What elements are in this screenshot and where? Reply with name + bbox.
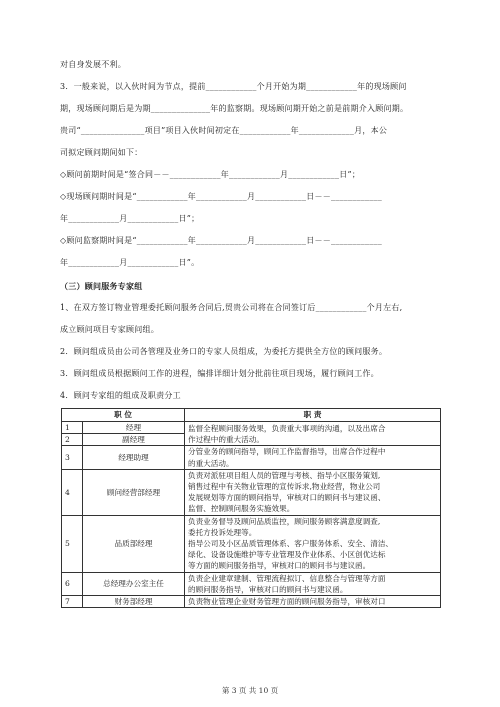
page-footer: 第 3 页 共 10 页 bbox=[221, 686, 279, 695]
text-line-16: 4．顾问专家组的组成及职责分工 bbox=[60, 391, 181, 400]
duty-line: 委托方投诉处理等。 bbox=[188, 527, 257, 537]
text-line-1: 对自身发展不利。 bbox=[60, 60, 126, 69]
text-line-14: 2．顾问组成员由公司各管理及业务口的专家人员组成，为委托方提供全方位的顾问服务。 bbox=[60, 347, 388, 356]
row-position: 经理助理 bbox=[83, 446, 185, 469]
text-line-2: 3．一般来说，以入伙时间为节点，提前____________个月开始为期____________年的现场顾问 bbox=[60, 82, 407, 91]
header-duties: 职 责 bbox=[185, 409, 441, 422]
row-number: 2 bbox=[62, 434, 83, 446]
duty-line: 的重大活动。 bbox=[188, 458, 234, 468]
row-position: 经理 bbox=[83, 422, 185, 434]
text-line-10: 年____________月____________日”。 bbox=[60, 258, 200, 267]
row-duties bbox=[185, 572, 441, 595]
text-line-7: ◇现场顾问期时间是“____________年____________月____________日－－____________ bbox=[60, 192, 382, 201]
duty-line: 负责业务督导及顾问品质监控，顾问服务顾客满意度调查, bbox=[188, 516, 381, 526]
row-position: 顾问经营部经理 bbox=[83, 469, 185, 515]
text-line-6: ◇顾问前期时间是“签合同－－____________年____________月____________日”； bbox=[60, 170, 361, 179]
row-number: 3 bbox=[62, 446, 83, 469]
table-row bbox=[62, 572, 441, 595]
row-duties bbox=[185, 469, 441, 515]
duty-line: 销售过程中有关物业管理的宣传诉求,物业经营，物业公司 bbox=[188, 482, 381, 492]
row-duties bbox=[185, 446, 441, 469]
row-duties bbox=[185, 422, 441, 446]
row-number: 6 bbox=[62, 572, 83, 595]
text-line-4: 贵司“_______________项目”项目入伙时间初定在____________年_____________月，本公 bbox=[60, 126, 388, 135]
duty-line: 负责物业管理企业财务管理方面的顾问服务指导，审核对口 bbox=[188, 597, 386, 607]
row-position: 副经理 bbox=[83, 434, 185, 446]
section-heading: （三）顾问服务专家组 bbox=[60, 281, 143, 291]
row-number: 7 bbox=[62, 596, 83, 608]
duty-line: 指导公司及小区品质管理体系、客户服务体系、安全、清洁、 bbox=[188, 539, 394, 549]
table-row bbox=[62, 515, 441, 572]
row-position: 品质部经理 bbox=[83, 515, 185, 572]
duty-line: 的顾问服务指导，审核对口的顾问书与建议函。 bbox=[188, 584, 348, 594]
duty-line: 监督全程顾问服务效果，负责重大事项的沟通，以及出席合 bbox=[188, 423, 386, 433]
table-row bbox=[62, 469, 441, 515]
header-position: 职 位 bbox=[62, 409, 185, 422]
text-line-9: ◇顾问监察期时间是“____________年____________月____________日－－____________ bbox=[60, 236, 382, 245]
row-position: 财务部经理 bbox=[83, 596, 185, 608]
duty-line: 负责对派驻项目组人员的管理与考核、指导小区服务策划, bbox=[188, 470, 381, 480]
table-row bbox=[62, 596, 441, 608]
duty-line: 监督、控制顾问服务实施效果。 bbox=[188, 504, 295, 514]
expert-group-table bbox=[61, 408, 441, 608]
text-line-12: 1、在双方签订物业管理委托顾问服务合同后,贸贵公司将在合同签订后____________个月左右, bbox=[60, 303, 403, 312]
text-line-15: 3．顾问组成员根据顾问工作的进程，编排详细计划分批前往项目现场，履行顾问工作。 bbox=[60, 369, 379, 378]
table-row bbox=[62, 446, 441, 469]
row-number: 1 bbox=[62, 422, 83, 434]
row-duties bbox=[185, 515, 441, 572]
text-line-8: 年____________月____________日”； bbox=[60, 214, 200, 223]
row-number: 5 bbox=[62, 515, 83, 572]
row-position: 总经理办公室主任 bbox=[83, 572, 185, 595]
text-line-5: 司拟定顾问期间如下： bbox=[60, 148, 143, 157]
text-line-13: 成立顾问项目专家顾问组。 bbox=[60, 325, 159, 334]
table-header-row bbox=[62, 409, 441, 422]
duty-line: 发展规划等方面的顾问指导，审核对口的顾问书与建议函、 bbox=[188, 493, 386, 503]
text-line-3: 期，现场顾问期后是为期______________年的监察期。现场顾问期开始之前是前期介入顾问期。 bbox=[60, 104, 409, 113]
duty-line: 分管业务的顾问指导，顾问工作监督指导，出席合作过程中 bbox=[188, 447, 386, 457]
duty-line: 作过程中的重大活动。 bbox=[188, 434, 264, 444]
duty-line: 负责企业建章建制、管理流程拟订、信息整合与管理等方面 bbox=[188, 573, 386, 583]
table-row bbox=[62, 422, 441, 434]
row-number: 4 bbox=[62, 469, 83, 515]
duty-line: 等方面的顾问服务指导，审核对口的顾问书与建议函。 bbox=[188, 561, 371, 571]
duty-line: 绿化、设备设施维护等专业管理及作业体系、小区创优达标 bbox=[188, 550, 386, 560]
row-duties bbox=[185, 596, 441, 608]
